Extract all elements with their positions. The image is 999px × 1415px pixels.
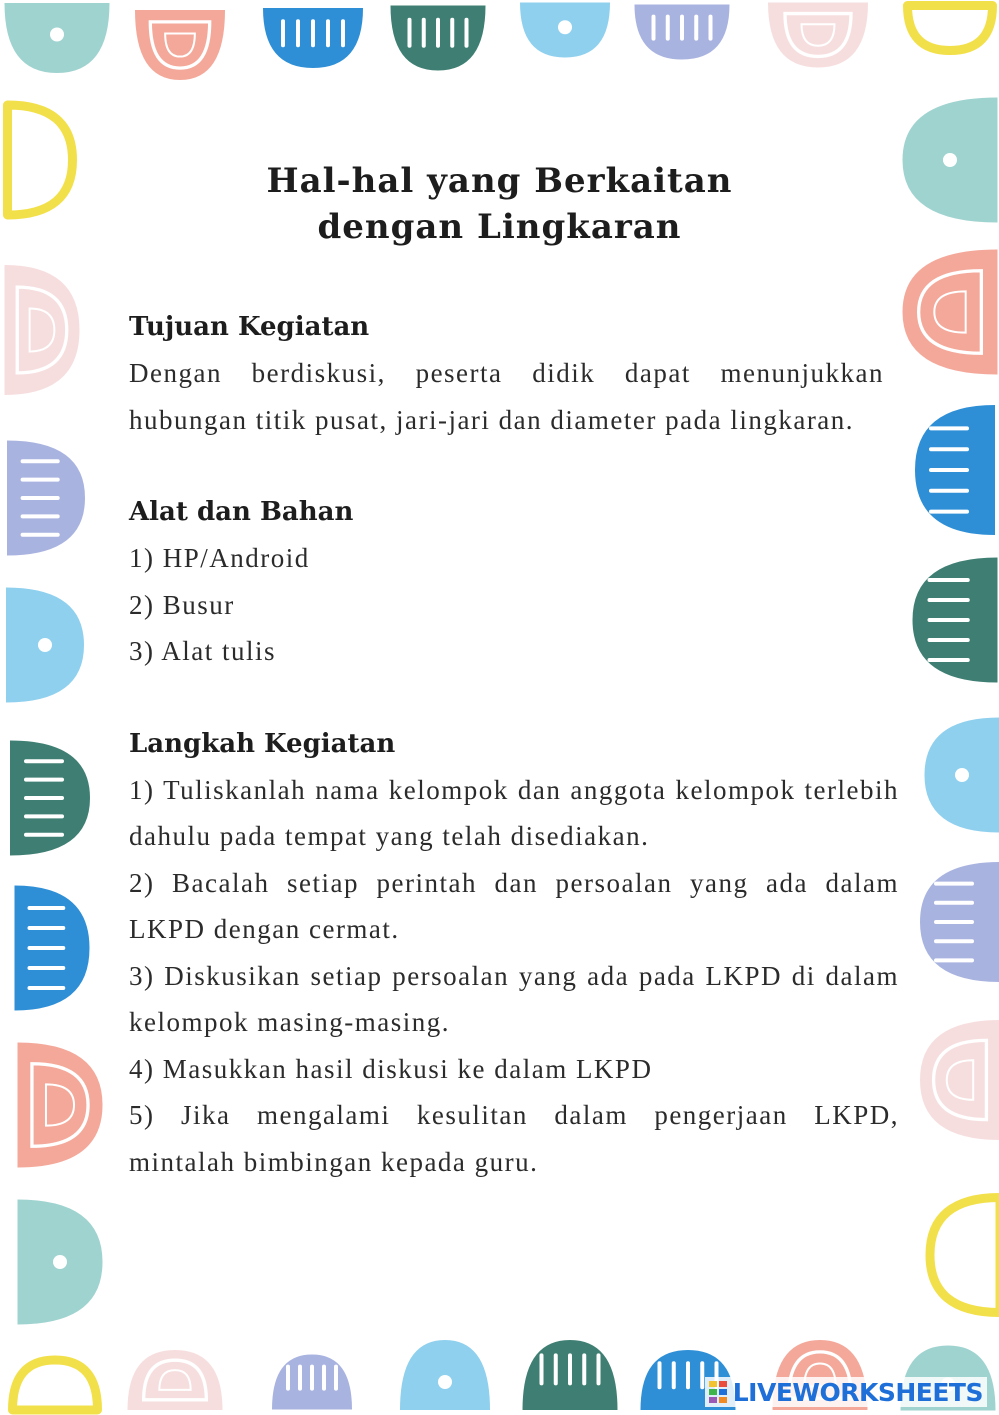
title-line-1: Hal-hal yang Berkaitan — [266, 161, 733, 201]
decorative-dome-shape — [908, 6, 993, 51]
decorative-dome-shape — [913, 558, 998, 683]
tujuan-text: Dengan berdiskusi, peserta didik dapat menunjukkan hubungan titik pusat, jari-jari dan diameter pada lingkaran. — [129, 358, 884, 435]
langkah-step: 5) Jika mengalami kesulitan dalam pengerjaan LKPD, mintalah bimbingan kepada guru. — [129, 1100, 899, 1177]
decorative-dome-shape — [18, 1200, 103, 1325]
decorative-dome-shape — [915, 405, 995, 535]
decorative-dome-shape — [391, 6, 486, 71]
alat-heading: Alat dan Bahan — [129, 497, 354, 527]
decorative-dome-shape — [10, 741, 90, 856]
decorative-dome-shape — [768, 3, 868, 68]
decorative-dome-shape — [920, 1020, 999, 1140]
decorative-dome-shape — [925, 718, 999, 833]
langkah-step: 1) Tuliskanlah nama kelompok dan anggota kelompok terlebih dahulu pada tempat yang telah disediakan. — [129, 774, 899, 851]
liveworksheets-text: LIVEWORKSHEETS — [732, 1377, 983, 1407]
liveworksheets-watermark[interactable] — [705, 1377, 987, 1407]
decorative-dome-shape — [635, 5, 730, 60]
decorative-dome-shape — [903, 250, 998, 375]
decorative-dome-shape — [263, 8, 363, 68]
decorative-dome-shape — [15, 886, 90, 1011]
langkah-step: 4) Masukkan hasil diskusi ke dalam LKPD — [129, 1053, 653, 1084]
decorative-dome-shape — [520, 3, 610, 58]
alat-item: 1) HP/Android — [129, 543, 310, 573]
decorative-dome-shape — [13, 1360, 98, 1410]
decorative-dome-shape — [920, 862, 999, 982]
tujuan-heading: Tujuan Kegiatan — [129, 312, 370, 342]
page-title — [0, 158, 999, 250]
activity-content — [129, 304, 899, 1185]
decorative-dome-shape — [272, 1355, 352, 1410]
langkah-step: 3) Diskusikan setiap persoalan yang ada pada LKPD di dalam kelompok masing-masing. — [129, 960, 899, 1037]
decorative-dome-shape — [18, 1043, 103, 1168]
langkah-step: 2) Bacalah setiap perintah dan persoalan yang ada dalam LKPD dengan cermat. — [129, 867, 899, 944]
decorative-dome-shape — [5, 3, 110, 73]
title-line-2: dengan Lingkaran — [317, 207, 682, 247]
decorative-dome-shape — [6, 588, 84, 703]
decorative-dome-shape — [128, 1350, 223, 1410]
alat-item: 3) Alat tulis — [129, 636, 276, 666]
decorative-dome-shape — [523, 1340, 618, 1410]
decorative-dome-shape — [7, 441, 85, 556]
decorative-dome-shape — [400, 1340, 490, 1410]
decorative-dome-shape — [930, 1198, 999, 1313]
liveworksheets-logo-icon — [709, 1379, 729, 1405]
decorative-dome-shape — [5, 265, 80, 395]
langkah-heading: Langkah Kegiatan — [129, 728, 396, 759]
decorative-dome-shape — [135, 10, 225, 80]
alat-item: 2) Busur — [129, 589, 235, 620]
